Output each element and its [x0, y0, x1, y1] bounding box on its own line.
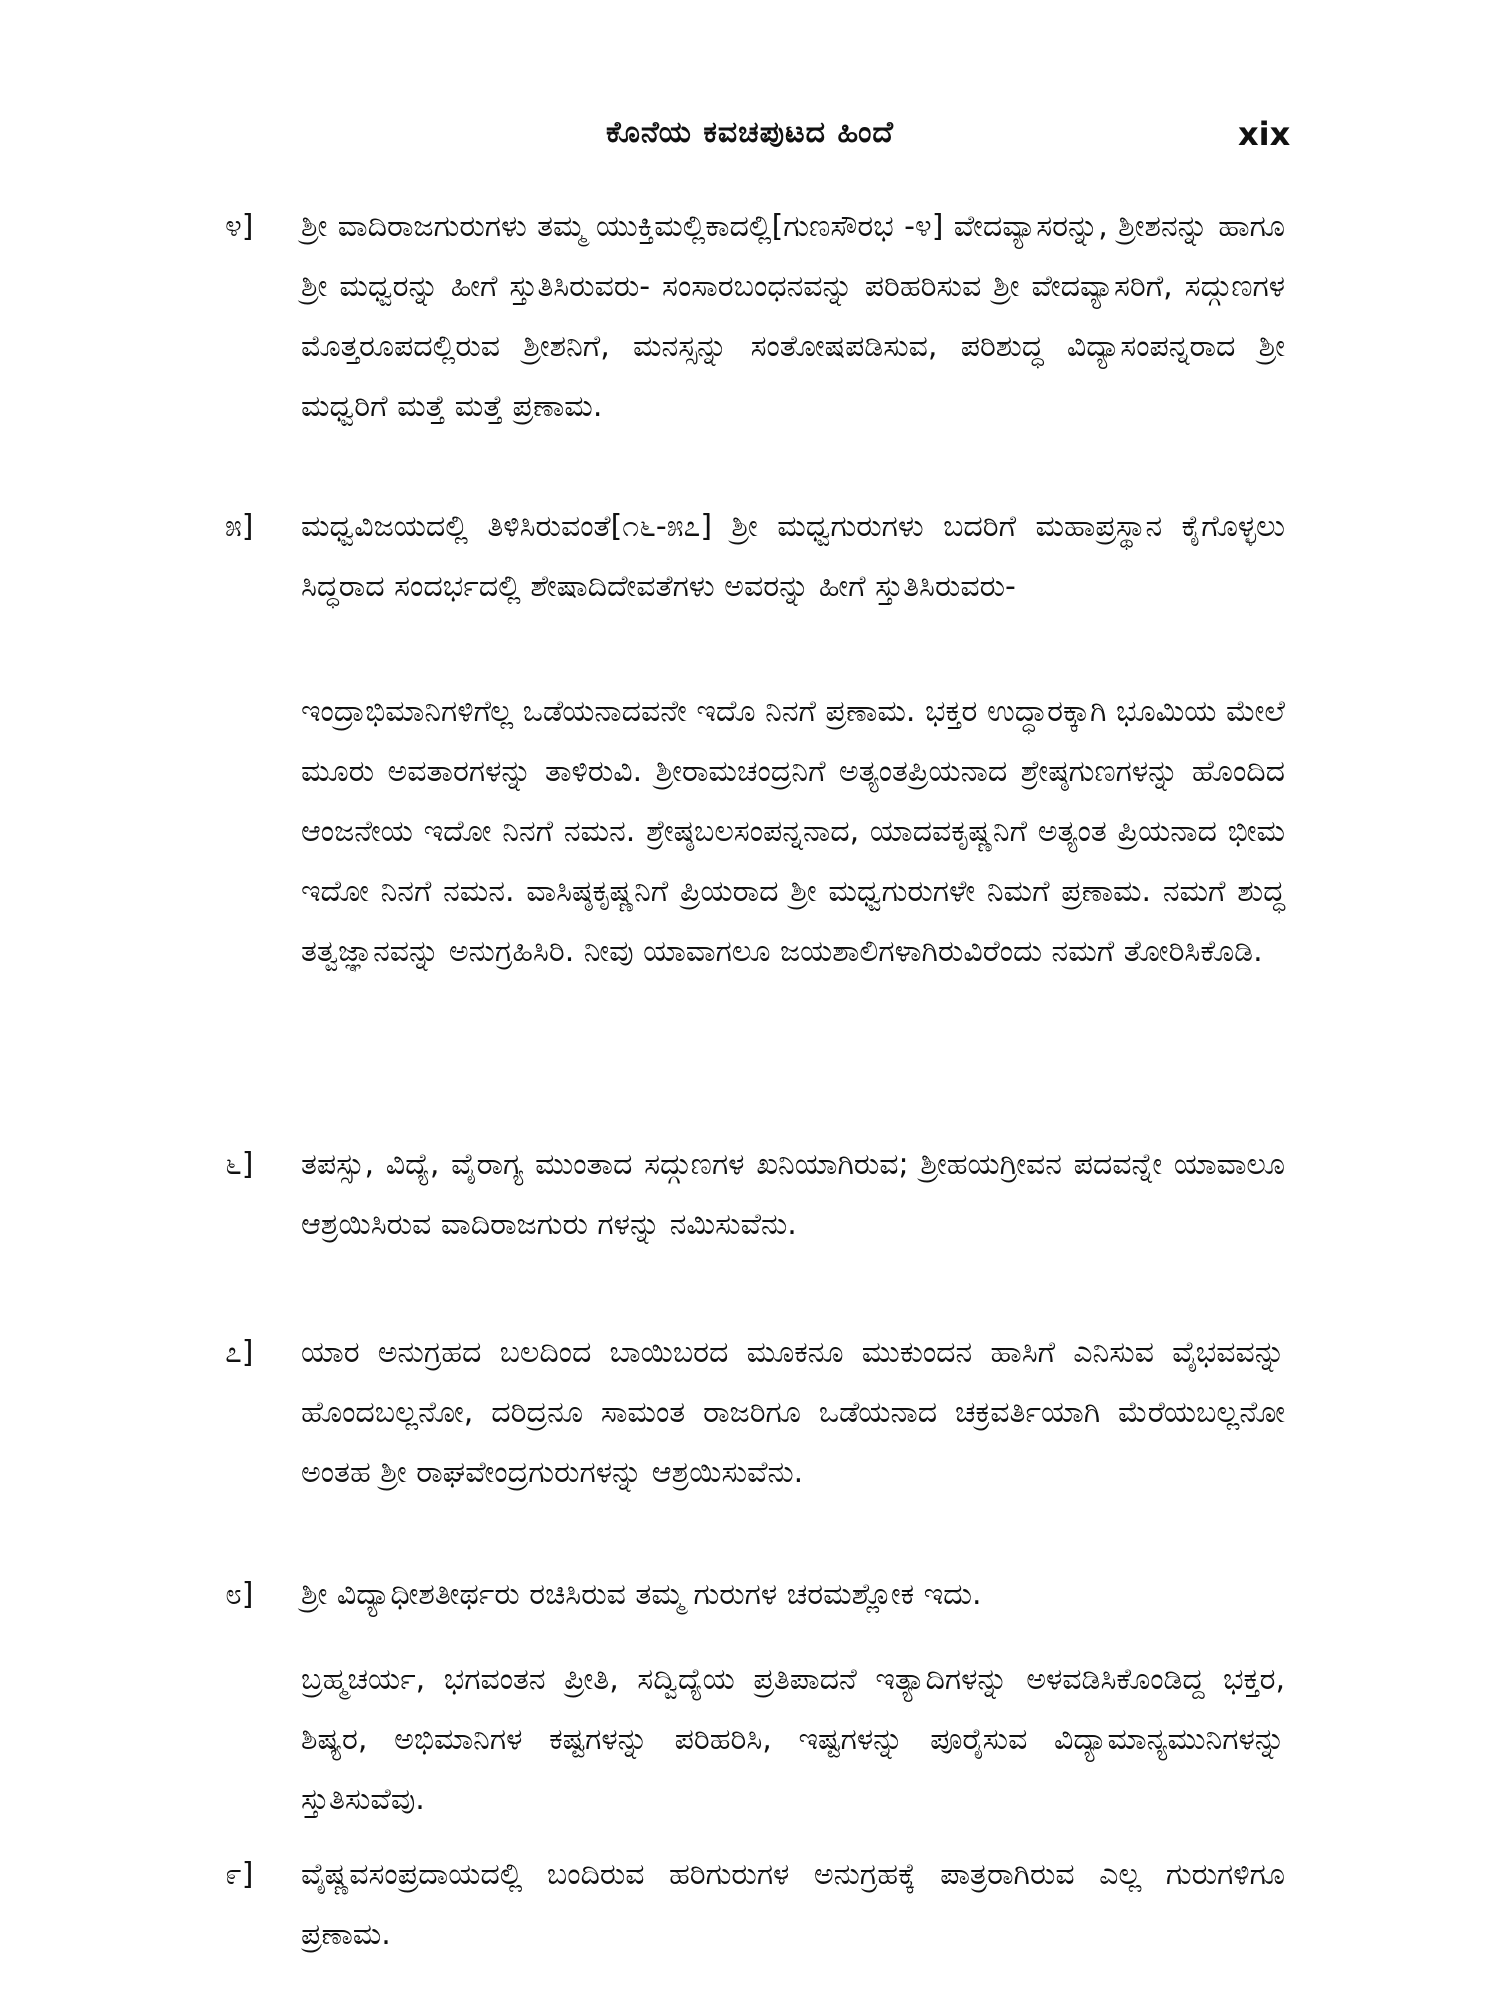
list-item-text: ತಪಸ್ಸು, ವಿದ್ಯೆ, ವೈರಾಗ್ಯ ಮುಂತಾದ ಸದ್ಗುಣಗಳ ಖನಿಯಾಗಿರುವ; ಶ್ರೀಹಯಗ್ರೀವನ ಪದವನ್ನೇ ಯಾವಾಲೂ ಆಶ್ರಯಿಸಿರುವ ವಾದಿರಾಜಗುರು ಗಳನ್ನು ನಮಿಸುವೆನು.	[301, 1147, 1285, 1242]
list-item	[225, 1565, 1285, 1625]
list-item	[225, 497, 1285, 617]
list-item-number: ೫]	[225, 509, 254, 544]
list-item-number: ೬]	[225, 1147, 254, 1182]
list-item-text: ಶ್ರೀ ವಾದಿರಾಜಗುರುಗಳು ತಮ್ಮ ಯುಕ್ತಿಮಲ್ಲಿಕಾದಲ್ಲಿ[ಗುಣಸೌರಭ -೪] ವೇದವ್ಯಾಸರನ್ನು, ಶ್ರೀಶನನ್ನು ಹಾಗೂ ಶ್ರೀ ಮಧ್ವರನ್ನು ಹೀಗೆ ಸ್ತುತಿಸಿರುವರು- ಸಂಸಾರಬಂಧನವನ್ನು ಪರಿಹರಿಸುವ ಶ್ರೀ ವೇದವ್ಯಾಸರಿಗೆ, ಸದ್ಗುಣಗಳ ಮೊತ್ತರೂಪದಲ್ಲಿರುವ ಶ್ರೀಶನಿಗೆ, ಮನಸ್ಸನ್ನು ಸಂತೋಷಪಡಿಸುವ, ಪರಿಶುದ್ಧ ವಿದ್ಯಾಸಂಪನ್ನರಾದ ಶ್ರೀ ಮಧ್ವರಿಗೆ ಮತ್ತೆ ಮತ್ತೆ ಪ್ರಣಾಮ.	[301, 209, 1285, 424]
list-item	[225, 197, 1285, 437]
list-item	[225, 1135, 1285, 1255]
page-number: xix	[1238, 115, 1291, 153]
list-item-number: ೭]	[225, 1335, 254, 1370]
quoted-paragraph: ಇಂದ್ರಾಭಿಮಾನಿಗಳಿಗೆಲ್ಲ ಒಡೆಯನಾದವನೇ ಇದೊ ನಿನಗೆ ಪ್ರಣಾಮ. ಭಕ್ತರ ಉದ್ಧಾರಕ್ಕಾಗಿ ಭೂಮಿಯ ಮೇಲೆ ಮೂರು ಅವತಾರಗಳನ್ನು ತಾಳಿರುವಿ. ಶ್ರೀರಾಮಚಂದ್ರನಿಗೆ ಅತ್ಯಂತಪ್ರಿಯನಾದ ಶ್ರೇಷ್ಠಗುಣಗಳನ್ನು ಹೊಂದಿದ ಆಂಜನೇಯ ಇದೋ ನಿನಗೆ ನಮನ. ಶ್ರೇಷ್ಠಬಲಸಂಪನ್ನನಾದ, ಯಾದವಕೃಷ್ಣನಿಗೆ ಅತ್ಯಂತ ಪ್ರಿಯನಾದ ಭೀಮ ಇದೋ ನಿನಗೆ ನಮನ. ವಾಸಿಷ್ಠಕೃಷ್ಣನಿಗೆ ಪ್ರಿಯರಾದ ಶ್ರೀ ಮಧ್ವಗುರುಗಳೇ ನಿಮಗೆ ಪ್ರಣಾಮ. ನಮಗೆ ಶುದ್ಧ ತತ್ವಜ್ಞಾನವನ್ನು ಅನುಗ್ರಹಿಸಿರಿ. ನೀವು ಯಾವಾಗಲೂ ಜಯಶಾಲಿಗಳಾಗಿರುವಿರೆಂದು ನಮಗೆ ತೋರಿಸಿಕೊಡಿ.	[301, 694, 1285, 969]
list-item-text: ವೈಷ್ಣವಸಂಪ್ರದಾಯದಲ್ಲಿ ಬಂದಿರುವ ಹರಿಗುರುಗಳ ಅನುಗ್ರಹಕ್ಕೆ ಪಾತ್ರರಾಗಿರುವ ಎಲ್ಲ ಗುರುಗಳಿಗೂ ಪ್ರಣಾಮ.	[301, 1857, 1285, 1952]
list-item-number: ೪]	[225, 209, 254, 244]
list-item-number: ೯]	[225, 1857, 254, 1892]
list-item-text: ಯಾರ ಅನುಗ್ರಹದ ಬಲದಿಂದ ಬಾಯಿಬರದ ಮೂಕನೂ ಮುಕುಂದನ ಹಾಸಿಗೆ ಎನಿಸುವ ವೈಭವವನ್ನು ಹೊಂದಬಲ್ಲನೋ, ದರಿದ್ರನೂ ಸಾಮಂತ ರಾಜರಿಗೂ ಒಡೆಯನಾದ ಚಕ್ರವರ್ತಿಯಾಗಿ ಮೆರೆಯಬಲ್ಲನೋ ಅಂತಹ ಶ್ರೀ ರಾಘವೇಂದ್ರಗುರುಗಳನ್ನು ಆಶ್ರಯಿಸುವೆನು.	[301, 1335, 1285, 1490]
list-item	[225, 1845, 1285, 1965]
quoted-paragraph: ಬ್ರಹ್ಮಚರ್ಯ, ಭಗವಂತನ ಪ್ರೀತಿ, ಸದ್ವಿದ್ಯೆಯ ಪ್ರತಿಪಾದನೆ ಇತ್ಯಾದಿಗಳನ್ನು ಅಳವಡಿಸಿಕೊಂಡಿದ್ದ ಭಕ್ತರ, ಶಿಷ್ಯರ, ಅಭಿಮಾನಿಗಳ ಕಷ್ಟಗಳನ್ನು ಪರಿಹರಿಸಿ, ಇಷ್ಟಗಳನ್ನು ಪೂರೈಸುವ ವಿದ್ಯಾಮಾನ್ಯಮುನಿಗಳನ್ನು ಸ್ತುತಿಸುವೆವು.	[301, 1662, 1285, 1817]
running-header-title: ಕೊನೆಯ ಕವಚಪುಟದ ಹಿಂದೆ	[606, 115, 894, 150]
list-item-text: ಶ್ರೀ ವಿದ್ಯಾಧೀಶತೀರ್ಥರು ರಚಿಸಿರುವ ತಮ್ಮ ಗುರುಗಳ ಚರಮಶ್ಲೋಕ ಇದು.	[301, 1577, 982, 1612]
list-item-number: ೮]	[225, 1577, 254, 1612]
list-item-text: ಮಧ್ವವಿಜಯದಲ್ಲಿ ತಿಳಿಸಿರುವಂತೆ[೧೬-೫೭] ಶ್ರೀ ಮಧ್ವಗುರುಗಳು ಬದರಿಗೆ ಮಹಾಪ್ರಸ್ಥಾನ ಕೈಗೊಳ್ಳಲು ಸಿದ್ಧರಾದ ಸಂದರ್ಭದಲ್ಲಿ ಶೇಷಾದಿದೇವತೆಗಳು ಅವರನ್ನು ಹೀಗೆ ಸ್ತುತಿಸಿರುವರು-	[301, 509, 1285, 604]
list-item	[225, 1323, 1285, 1503]
